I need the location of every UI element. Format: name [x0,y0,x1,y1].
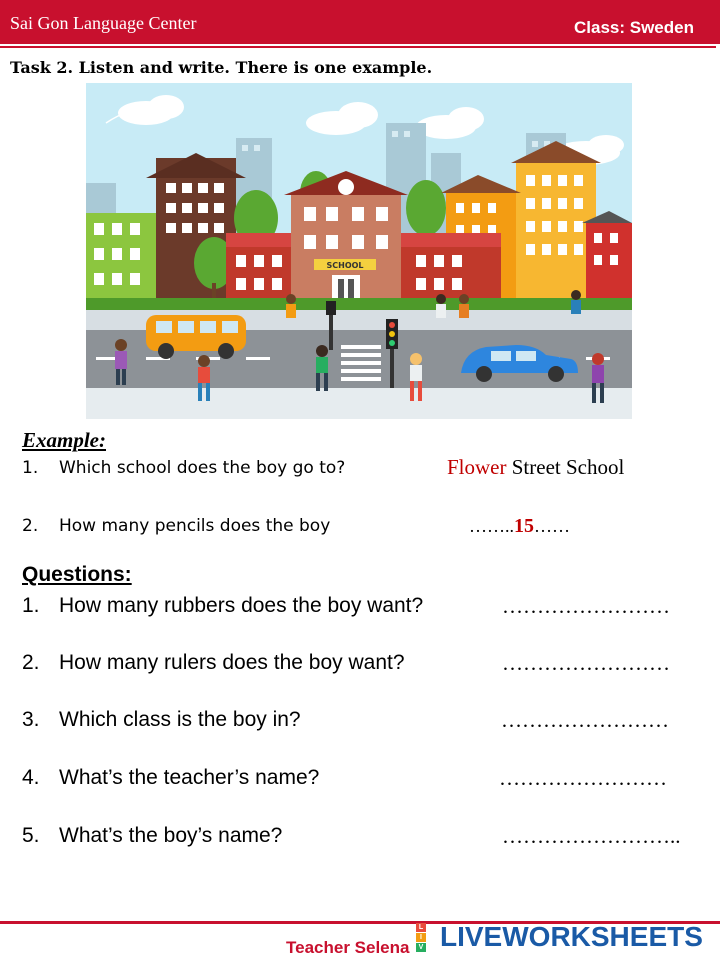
question-1-answer-blank[interactable]: …………………… [502,594,670,618]
liveworksheets-logo-icon: L I V [416,923,436,953]
question-5-number: 5. [22,824,40,847]
question-2-number: 2. [22,651,40,674]
question-2-text: How many rulers does the boy want? [59,651,405,674]
task-title: Task 2. Listen and write. There is one example. [10,58,433,77]
example-1-number: 1. [22,458,39,478]
questions-heading: Questions: [22,563,132,586]
example-heading: Example: [22,428,106,452]
example-2-question: How many pencils does the boy [59,516,331,536]
city-school-illustration [86,83,632,419]
question-3-text: Which class is the boy in? [59,708,301,731]
example-2-answer-suffix: …… [534,516,570,536]
example-2-answer-prefix: …….. [469,516,514,536]
example-2-number: 2. [22,516,39,536]
example-2-answer-highlight: 15 [514,515,534,537]
class-label: Class: Sweden [574,18,694,37]
header-divider [0,46,716,48]
question-1-text: How many rubbers does the boy want? [59,594,424,617]
example-2-answer [469,515,570,538]
question-3-number: 3. [22,708,40,731]
question-5-text: What’s the boy’s name? [59,824,283,847]
teacher-name: Teacher Selena [286,938,410,957]
question-1-number: 1. [22,594,40,617]
question-4-answer-blank[interactable]: …………………… [499,766,667,790]
example-1-answer-rest: Street School [506,455,625,479]
school-sign-text: SCHOOL [326,261,364,270]
question-5-answer-blank[interactable]: …………………….. [502,824,681,848]
example-1-question: Which school does the boy go to? [59,458,346,478]
header-bar [0,0,720,44]
example-1-answer-highlight: Flower [447,455,507,479]
question-4-text: What’s the teacher’s name? [59,766,320,789]
example-1-answer [447,455,624,480]
question-2-answer-blank[interactable]: …………………… [502,651,670,675]
liveworksheets-logo[interactable]: LIVEWORKSHEETS [440,921,703,952]
question-3-answer-blank[interactable]: …………………… [501,708,669,732]
question-4-number: 4. [22,766,40,789]
center-name: Sai Gon Language Center [10,13,197,33]
